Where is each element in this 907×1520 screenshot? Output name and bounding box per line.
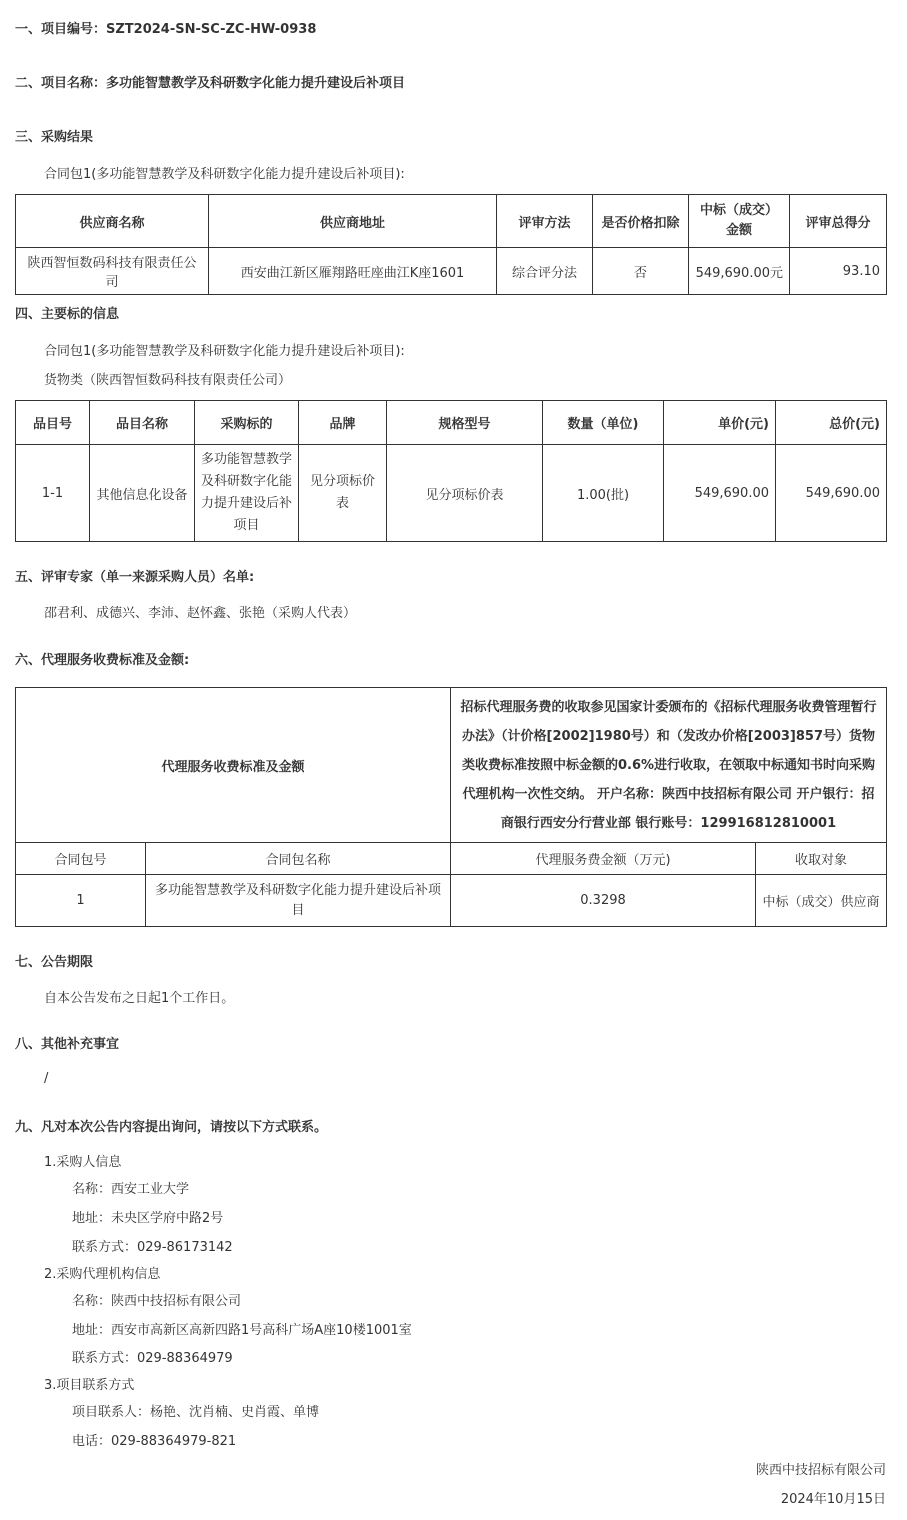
supplement-text: / bbox=[44, 1071, 49, 1086]
results-package-label: 合同包1(多功能智慧教学及科研数字化能力提升建设后补项目): bbox=[44, 167, 405, 182]
footer-date: 2024年10月15日 bbox=[780, 1492, 886, 1507]
project-name-label: 二、项目名称： bbox=[15, 76, 107, 91]
buyer-address: 地址：未央区学府中路2号 bbox=[72, 1211, 224, 1226]
footer-org: 陕西中技招标有限公司 bbox=[755, 1463, 886, 1478]
header-target: 采购标的 bbox=[195, 401, 299, 445]
items-header-row bbox=[16, 401, 887, 445]
brand-cell: 见分项标价表 bbox=[299, 445, 387, 542]
header-supplier-address: 供应商地址 bbox=[209, 195, 497, 248]
buyer-name: 名称：西安工业大学 bbox=[72, 1182, 190, 1197]
agency-fee-table bbox=[15, 687, 887, 927]
target-cell: 多功能智慧教学及科研数字化能力提升建设后补项目 bbox=[195, 445, 299, 542]
section-title-period: 七、公告期限 bbox=[15, 955, 94, 970]
item-name-cell: 其他信息化设备 bbox=[90, 445, 195, 542]
agency-heading: 2.采购代理机构信息 bbox=[44, 1267, 161, 1282]
buyer-heading: 1.采购人信息 bbox=[44, 1155, 122, 1170]
supplier-address-cell: 西安曲江新区雁翔路旺座曲江K座1601 bbox=[209, 248, 497, 295]
project-number-value: SZT2024-SN-SC-ZC-HW-0938 bbox=[106, 22, 317, 37]
unit-price-cell: 549,690.00 bbox=[664, 445, 776, 542]
package-name-cell: 多功能智慧教学及科研数字化能力提升建设后补项目 bbox=[146, 875, 451, 927]
agency-name: 名称：陕西中技招标有限公司 bbox=[72, 1294, 242, 1309]
section-title-results: 三、采购结果 bbox=[15, 130, 94, 145]
package-no-cell: 1 bbox=[16, 875, 146, 927]
header-fee-payer: 收取对象 bbox=[756, 843, 887, 875]
results-table bbox=[15, 194, 887, 295]
fee-standard-label: 代理服务收费标准及金额 bbox=[16, 688, 451, 843]
fee-standard-row bbox=[16, 688, 887, 843]
period-text: 自本公告发布之日起1个工作日。 bbox=[44, 991, 235, 1006]
header-fee-amount: 代理服务费金额（万元) bbox=[451, 843, 756, 875]
item-no-cell: 1-1 bbox=[16, 445, 90, 542]
table-row bbox=[16, 248, 887, 295]
agency-address: 地址：西安市高新区高新四路1号高科广场A座10楼1001室 bbox=[72, 1323, 412, 1338]
header-item-name: 品目名称 bbox=[90, 401, 195, 445]
header-unit-price: 单价(元) bbox=[664, 401, 776, 445]
price-deduction-cell: 否 bbox=[593, 248, 689, 295]
quantity-cell: 1.00(批) bbox=[543, 445, 664, 542]
supplier-name-cell: 陕西智恒数码科技有限责任公司 bbox=[16, 248, 209, 295]
agency-phone: 联系方式：029-88364979 bbox=[72, 1351, 233, 1366]
header-total-price: 总价(元) bbox=[776, 401, 887, 445]
header-brand: 品牌 bbox=[299, 401, 387, 445]
header-price-deduction: 是否价格扣除 bbox=[593, 195, 689, 248]
project-contacts: 项目联系人：杨艳、沈肖楠、史肖霞、单博 bbox=[72, 1405, 320, 1420]
table-row bbox=[16, 445, 887, 542]
header-package-name: 合同包名称 bbox=[146, 843, 451, 875]
header-award-amount: 中标（成交） 金额 bbox=[689, 195, 790, 248]
header-quantity: 数量（单位) bbox=[543, 401, 664, 445]
project-number-label: 一、项目编号： bbox=[15, 22, 107, 37]
table-row bbox=[16, 875, 887, 927]
header-total-score: 评审总得分 bbox=[790, 195, 887, 248]
project-name-value: 多功能智慧教学及科研数字化能力提升建设后补项目 bbox=[106, 76, 406, 91]
fee-payer-cell: 中标（成交）供应商 bbox=[756, 875, 887, 927]
items-category-label: 货物类（陕西智恒数码科技有限责任公司） bbox=[44, 373, 292, 388]
header-review-method: 评审方法 bbox=[497, 195, 593, 248]
section-title-agency-fee: 六、代理服务收费标准及金额: bbox=[15, 653, 190, 668]
project-name bbox=[15, 72, 405, 91]
items-table bbox=[15, 400, 887, 542]
fee-header-row bbox=[16, 843, 887, 875]
review-method-cell: 综合评分法 bbox=[497, 248, 593, 295]
section-title-supplement: 八、其他补充事宜 bbox=[15, 1037, 120, 1052]
header-package-no: 合同包号 bbox=[16, 843, 146, 875]
items-package-label: 合同包1(多功能智慧教学及科研数字化能力提升建设后补项目): bbox=[44, 344, 405, 359]
spec-cell: 见分项标价表 bbox=[387, 445, 543, 542]
project-contact-heading: 3.项目联系方式 bbox=[44, 1378, 135, 1393]
fee-standard-note: 招标代理服务费的收取参见国家计委颁布的《招标代理服务收费管理暂行办法》（计价格[2002]1980号）和（发改办价格[2003]857号）货物类收费标准按照中标金额的0.6%进行收取，在领取中标通知书时向采购代理机构一次性交纳。 开户名称：陕西中技招标有限公司 开户银行：招商银行西安分行营业部 银行账号：129916812810001 bbox=[451, 688, 887, 843]
award-amount-cell: 549,690.00元 bbox=[689, 248, 790, 295]
section-title-experts: 五、评审专家（单一来源采购人员）名单: bbox=[15, 570, 255, 585]
total-score-cell: 93.10 bbox=[790, 248, 887, 295]
buyer-phone: 联系方式：029-86173142 bbox=[72, 1240, 233, 1255]
project-number bbox=[15, 18, 316, 37]
results-header-row bbox=[16, 195, 887, 248]
header-spec: 规格型号 bbox=[387, 401, 543, 445]
section-title-items: 四、主要标的信息 bbox=[15, 307, 120, 322]
section-title-contact: 九、凡对本次公告内容提出询问，请按以下方式联系。 bbox=[15, 1120, 328, 1135]
total-price-cell: 549,690.00 bbox=[776, 445, 887, 542]
fee-amount-cell: 0.3298 bbox=[451, 875, 756, 927]
header-supplier-name: 供应商名称 bbox=[16, 195, 209, 248]
header-item-no: 品目号 bbox=[16, 401, 90, 445]
project-phone: 电话：029-88364979-821 bbox=[72, 1434, 237, 1449]
expert-names: 邵君利、成德兴、李沛、赵怀鑫、张艳（采购人代表） bbox=[44, 606, 357, 621]
